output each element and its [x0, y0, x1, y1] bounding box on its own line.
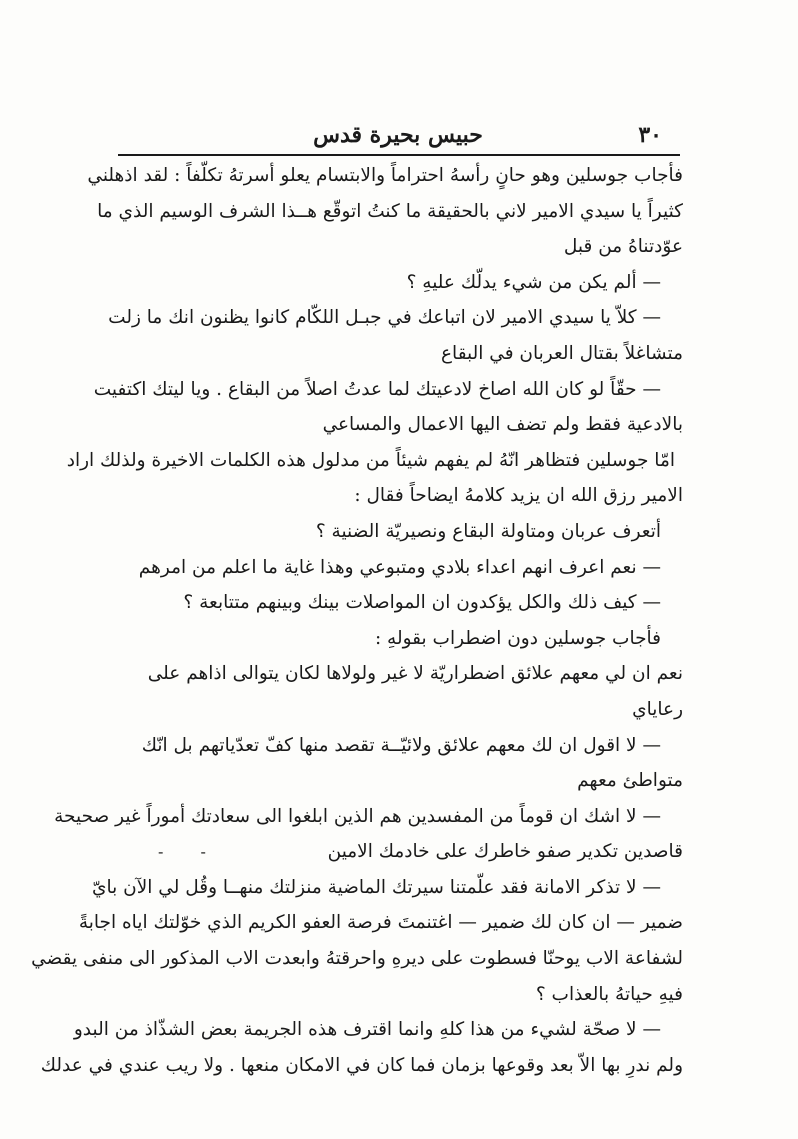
- text-line: الامير رزق الله ان يزيد كلامهُ ايضاحاً فقال :: [354, 485, 683, 507]
- text-line: — حقّاً لو كان الله اصاخ لادعيتك لما عدتُ اصلاً من البقاع . ويا ليتك اكتفيت: [93, 378, 661, 400]
- stray-dash-marks: - -: [158, 842, 222, 862]
- page-header: [118, 118, 678, 154]
- text-line: [118, 834, 683, 870]
- text-line: — ألم يكن من شيء يدلّك عليهِ ؟: [406, 271, 661, 293]
- text-line: بالادعية فقط ولم تضف اليها الاعمال والمساعي: [322, 414, 683, 436]
- text-line: — لا صحّة لشيء من هذا كلهِ وانما اقترف هذه الجريمة بعض الشذّاذ من البدو: [73, 1019, 661, 1041]
- text-line: فأجاب جوسلين وهو حانٍ رأسهُ احتراماً والابتسام يعلو أسرتهُ تكلّفاً : لقد اذهلني: [87, 165, 683, 186]
- text-line: فيهِ حياتهُ بالعذاب ؟: [535, 983, 683, 1005]
- page-number: ٣٠: [638, 122, 662, 148]
- text-line: رعاياي: [632, 698, 683, 720]
- text-line: — لا تذكر الامانة فقد علّمتنا سيرتك الماضية منزلتك منهــا وقُل لي الآن بايّ: [92, 876, 661, 898]
- text-line: — لا اشك ان قوماً من المفسدين هم الذين ابلغوا الى سعادتك أموراً غير صحيحة: [54, 805, 661, 827]
- text-line: — نعم اعرف انهم اعداء بلادي ومتبوعي وهذا غاية ما اعلم من امرهم: [138, 556, 661, 578]
- text-line: أتعرف عربان ومتاولة البقاع ونصيريّة الضنية ؟: [315, 520, 661, 542]
- text-line: نعم ان لي معهم علائق اضطراريّة لا غير ولولاها لكان يتوالى اذاهم على: [147, 663, 683, 685]
- text-line: امّا جوسلين فتظاهر انّهُ لم يفهم شيئاً من مدلول هذه الكلمات الاخيرة ولذلك اراد: [66, 449, 675, 471]
- text-line: ضمير — ان كان لك ضمير — اغتنمتَ فرصة العفو الكريم الذي خوّلتك اياه اجابةً: [78, 912, 683, 934]
- text-line: متشاغلاً بقتال العربان في البقاع: [441, 342, 683, 364]
- text-line: ولم ندرِ بها الاّ بعد وقوعها بزمان فما كان في الامكان منعها . ولا ريب عندي في عدلك: [40, 1054, 683, 1076]
- text-line: متواطئ معهم: [577, 770, 683, 792]
- text-line: عوّدتناهُ من قبل: [563, 236, 683, 258]
- header-rule: [118, 154, 680, 156]
- text-line: فأجاب جوسلين دون اضطراب بقولهِ :: [374, 627, 661, 649]
- text-line: لشفاعة الاب يوحنّا فسطوت على ديرهِ واحرقتهُ وابعدت الاب المذكور الى منفى يقضي: [31, 948, 683, 970]
- text-line: كثيراً يا سيدي الامير لاني بالحقيقة ما كنتُ اتوقّع هــذا الشرف الوسيم الذي ما: [97, 200, 683, 222]
- text-line: — كلاّ يا سيدي الامير لان اتباعك في جبـل اللكّام كانوا يظنون انك ما زلت: [108, 307, 661, 329]
- text-line-content: قاصدين تكدير صفو خاطرك على خادمك الامين: [327, 841, 683, 863]
- text-line: — كيف ذلك والكل يؤكدون ان المواصلات بينك وبينهم متتابعة ؟: [183, 592, 661, 614]
- running-title: حبيس بحيرة قدس: [313, 122, 483, 148]
- text-line: — لا اقول ان لك معهم علائق ولائيّــة تقصد منها كفّ تعدّياتهم بل انّك: [141, 734, 661, 756]
- body-text: [31, 158, 683, 1083]
